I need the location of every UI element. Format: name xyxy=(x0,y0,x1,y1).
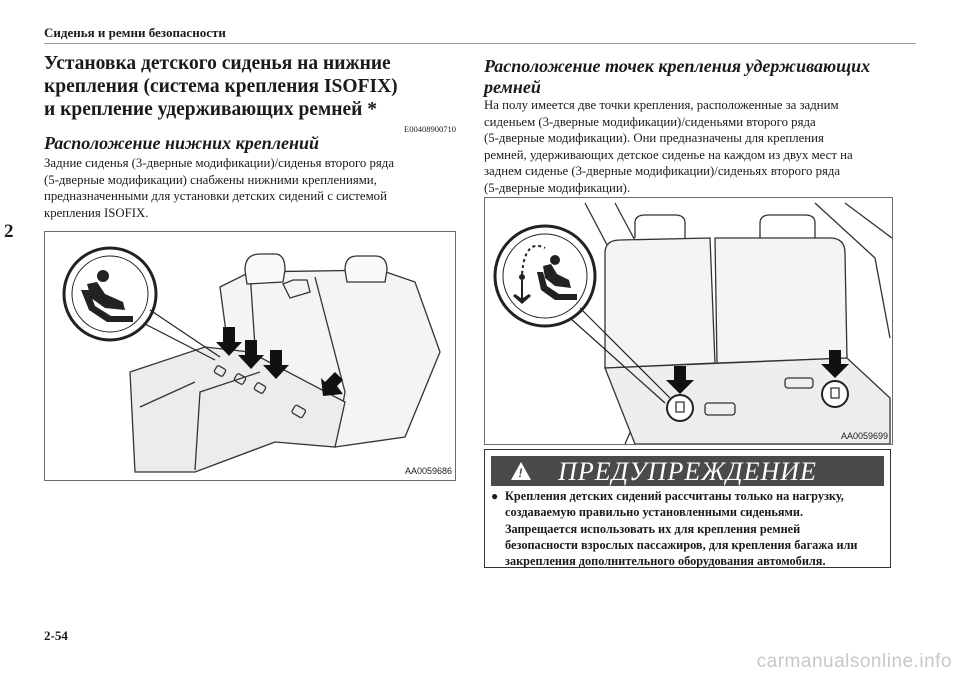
warning-text xyxy=(491,488,885,569)
section-heading-line: крепления (система крепления ISOFIX) xyxy=(44,76,398,97)
exclamation-icon: ! xyxy=(518,466,524,480)
warning-line: Запрещается использовать их для крепления ремней xyxy=(505,521,801,536)
lower-anchors-figure xyxy=(44,231,456,481)
running-header: Сиденья и ремни безопасности xyxy=(44,25,916,44)
seat-illustration xyxy=(45,232,455,480)
body-line: (5-дверные модификации). xyxy=(484,180,631,195)
section-heading-line: и крепление удерживающих ремней * xyxy=(44,99,377,120)
warning-line: создаваемую правильно установленными сиденьями. xyxy=(505,505,804,520)
body-line: На полу имеется две точки крепления, расположенные за задним xyxy=(484,98,839,112)
subheading-tether-anchors xyxy=(484,56,904,98)
warning-banner xyxy=(491,456,884,486)
chapter-tab: 2 xyxy=(4,221,14,242)
warning-line: закрепления дополнительного оборудования автомобиля. xyxy=(505,554,826,569)
subheading-line: Расположение точек крепления удерживающих xyxy=(484,56,871,76)
body-line: сиденьем (3-дверные модификации)/сиденьями второго ряда xyxy=(484,114,816,129)
subheading-line: ремней xyxy=(484,77,541,97)
warning-title: ПРЕДУПРЕЖДЕНИЕ xyxy=(558,457,817,486)
warning-line: безопасности взрослых пассажиров, для крепления багажа или xyxy=(505,537,858,552)
warning-line: Крепления детских сидений рассчитаны только на нагрузку, xyxy=(505,489,844,503)
tether-anchor-right xyxy=(822,381,848,407)
body-line: (5-дверные модификации) снабжены нижними креплениями, xyxy=(44,172,377,187)
body-line: предназначенными для установки детских сидений с системой xyxy=(44,189,387,203)
document-code: E00408900710 xyxy=(404,124,456,134)
tether-anchors-figure xyxy=(484,197,893,445)
body-line: крепления ISOFIX. xyxy=(44,205,149,220)
page-number: 2-54 xyxy=(44,628,68,643)
body-line: ремней, удерживающих детское сиденье на каждом из двух мест на xyxy=(484,147,853,162)
section-heading xyxy=(44,52,464,121)
warning-box xyxy=(484,449,891,568)
figure-code: AA0059699 xyxy=(841,431,889,441)
section-heading-line: Установка детского сиденья на нижние xyxy=(44,53,391,74)
cargo-floor-illustration xyxy=(485,198,892,444)
body-line: заднем сиденье (3-дверные модификации)/сиденьях второго ряда xyxy=(484,164,841,178)
lower-anchors-text xyxy=(44,155,464,221)
child-seat-callout xyxy=(64,248,156,340)
watermark: carmanualsonline.info xyxy=(756,651,952,672)
tether-anchor-left xyxy=(667,395,693,421)
figure-code: AA0059686 xyxy=(405,466,453,476)
bullet-icon: ● xyxy=(491,489,499,503)
body-line: (5-дверные модификации). Они предназначены для крепления xyxy=(484,131,824,145)
body-line: Задние сиденья (3-дверные модификации)/сиденья второго ряда xyxy=(44,156,394,170)
tether-anchors-text xyxy=(484,97,904,196)
subheading-lower-anchors: Расположение нижних креплений xyxy=(44,133,320,153)
